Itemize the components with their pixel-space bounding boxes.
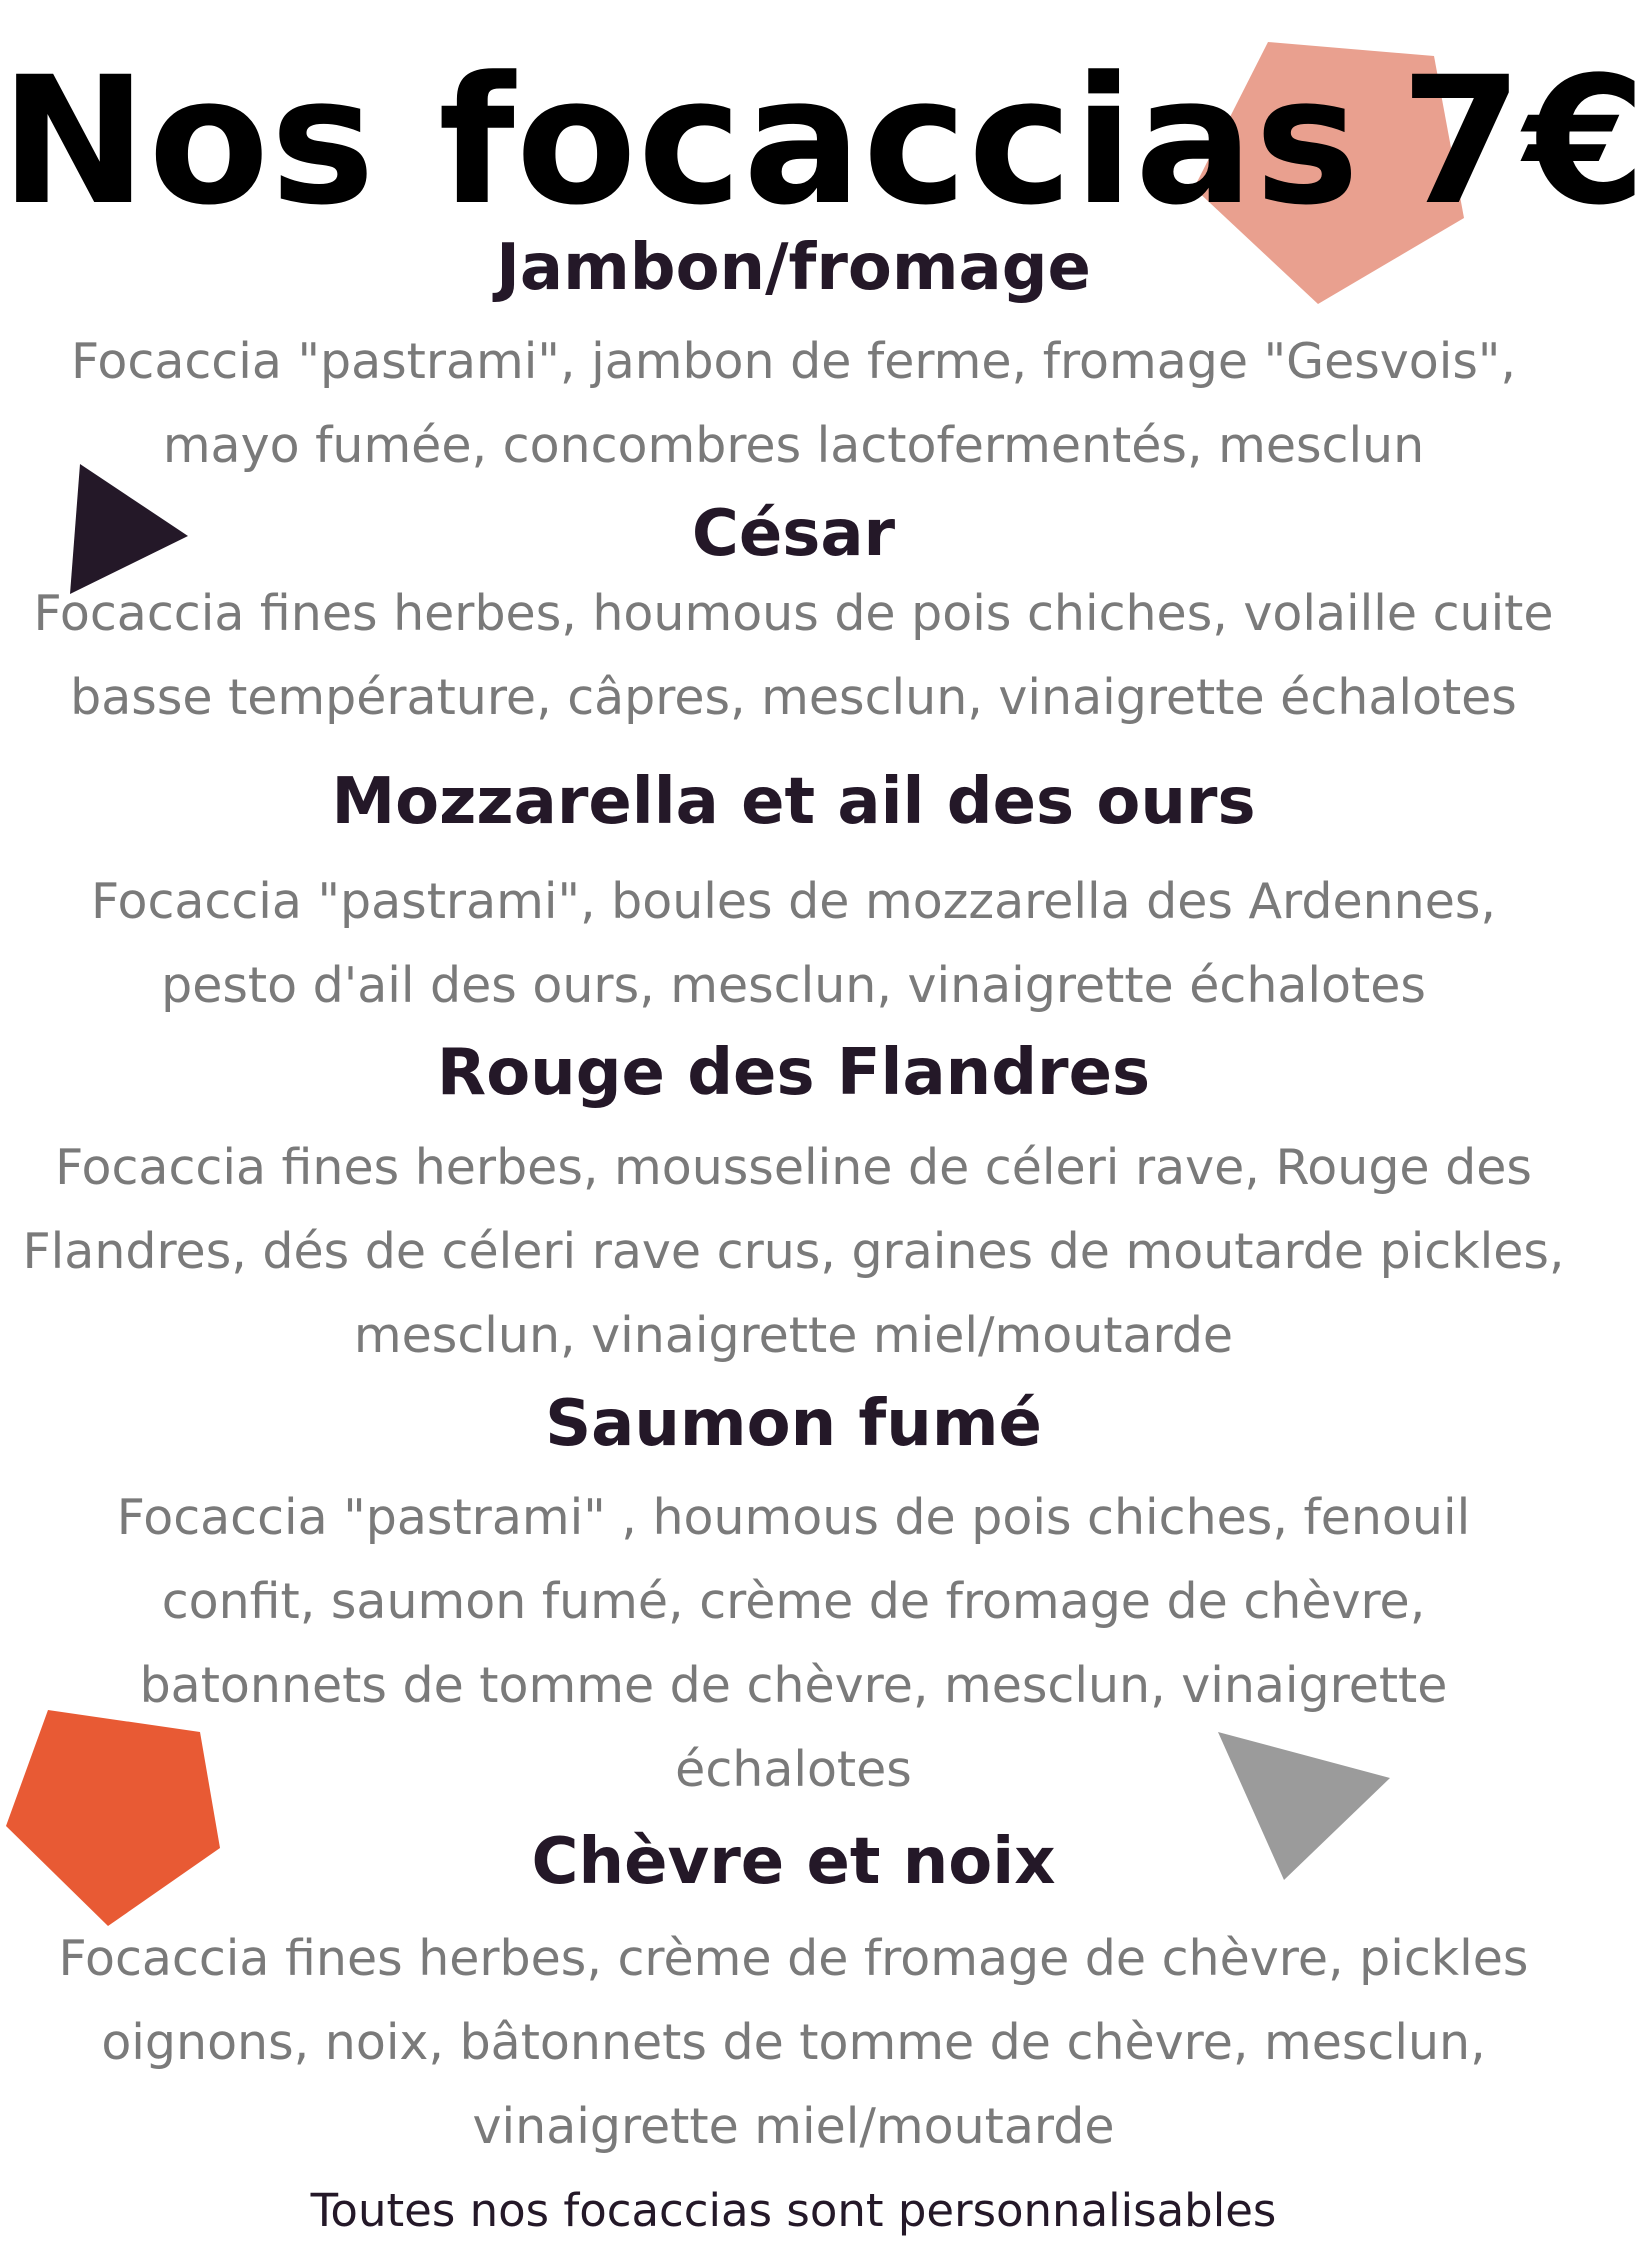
item-desc-cesar	[20, 572, 1567, 740]
item-name-rouge-des-flandres: Rouge des Flandres	[436, 1036, 1151, 1110]
item-desc-jambon-fromage	[40, 320, 1547, 488]
desc-line: mayo fumée, concombres lactofermentés, mesclun	[162, 417, 1425, 474]
item-desc-saumon-fume	[60, 1476, 1527, 1812]
footer-note: Toutes nos focaccias sont personnalisables	[310, 2184, 1277, 2237]
item-name-jambon-fromage: Jambon/fromage	[496, 231, 1091, 305]
desc-line: pesto d'ail des ours, mesclun, vinaigrette échalotes	[161, 957, 1426, 1014]
desc-line: Focaccia "pastrami", boules de mozzarella des Ardennes,	[91, 873, 1496, 930]
item-name-mozzarella: Mozzarella et ail des ours	[331, 765, 1256, 839]
desc-line: mesclun, vinaigrette miel/moutarde	[353, 1307, 1234, 1364]
desc-line: Focaccia "pastrami", jambon de ferme, fromage "Gesvois",	[70, 333, 1517, 390]
desc-line: oignons, noix, bâtonnets de tomme de chèvre, mesclun,	[101, 2014, 1486, 2071]
desc-line: batonnets de tomme de chèvre, mesclun, vinaigrette	[139, 1657, 1448, 1714]
desc-line: Focaccia fines herbes, crème de fromage de chèvre, pickles	[58, 1930, 1529, 1987]
desc-line: Focaccia fines herbes, houmous de pois chiches, volaille cuite	[33, 585, 1554, 642]
desc-line: échalotes	[675, 1741, 912, 1798]
item-name-cesar: César	[691, 497, 896, 571]
desc-line: Focaccia fines herbes, mousseline de céleri rave, Rouge des	[55, 1139, 1532, 1196]
item-name-chevre-et-noix: Chèvre et noix	[531, 1825, 1056, 1899]
desc-line: Flandres, dés de céleri rave crus, graines de moutarde pickles,	[22, 1223, 1565, 1280]
menu-title	[0, 39, 1647, 244]
item-desc-chevre-et-noix	[30, 1917, 1557, 2169]
desc-line: Focaccia "pastrami" , houmous de pois chiches, fenouil	[116, 1489, 1471, 1546]
title-heading: Nos focaccias	[0, 39, 1361, 244]
item-name-saumon-fume: Saumon fumé	[545, 1387, 1042, 1461]
desc-line: vinaigrette miel/moutarde	[472, 2098, 1115, 2155]
item-desc-mozzarella	[40, 860, 1547, 1028]
item-desc-rouge-des-flandres	[0, 1126, 1587, 1378]
desc-line: confit, saumon fumé, crème de fromage de chèvre,	[161, 1573, 1426, 1630]
desc-line: basse température, câpres, mesclun, vinaigrette échalotes	[70, 669, 1517, 726]
price-label: 7€	[1400, 39, 1647, 244]
